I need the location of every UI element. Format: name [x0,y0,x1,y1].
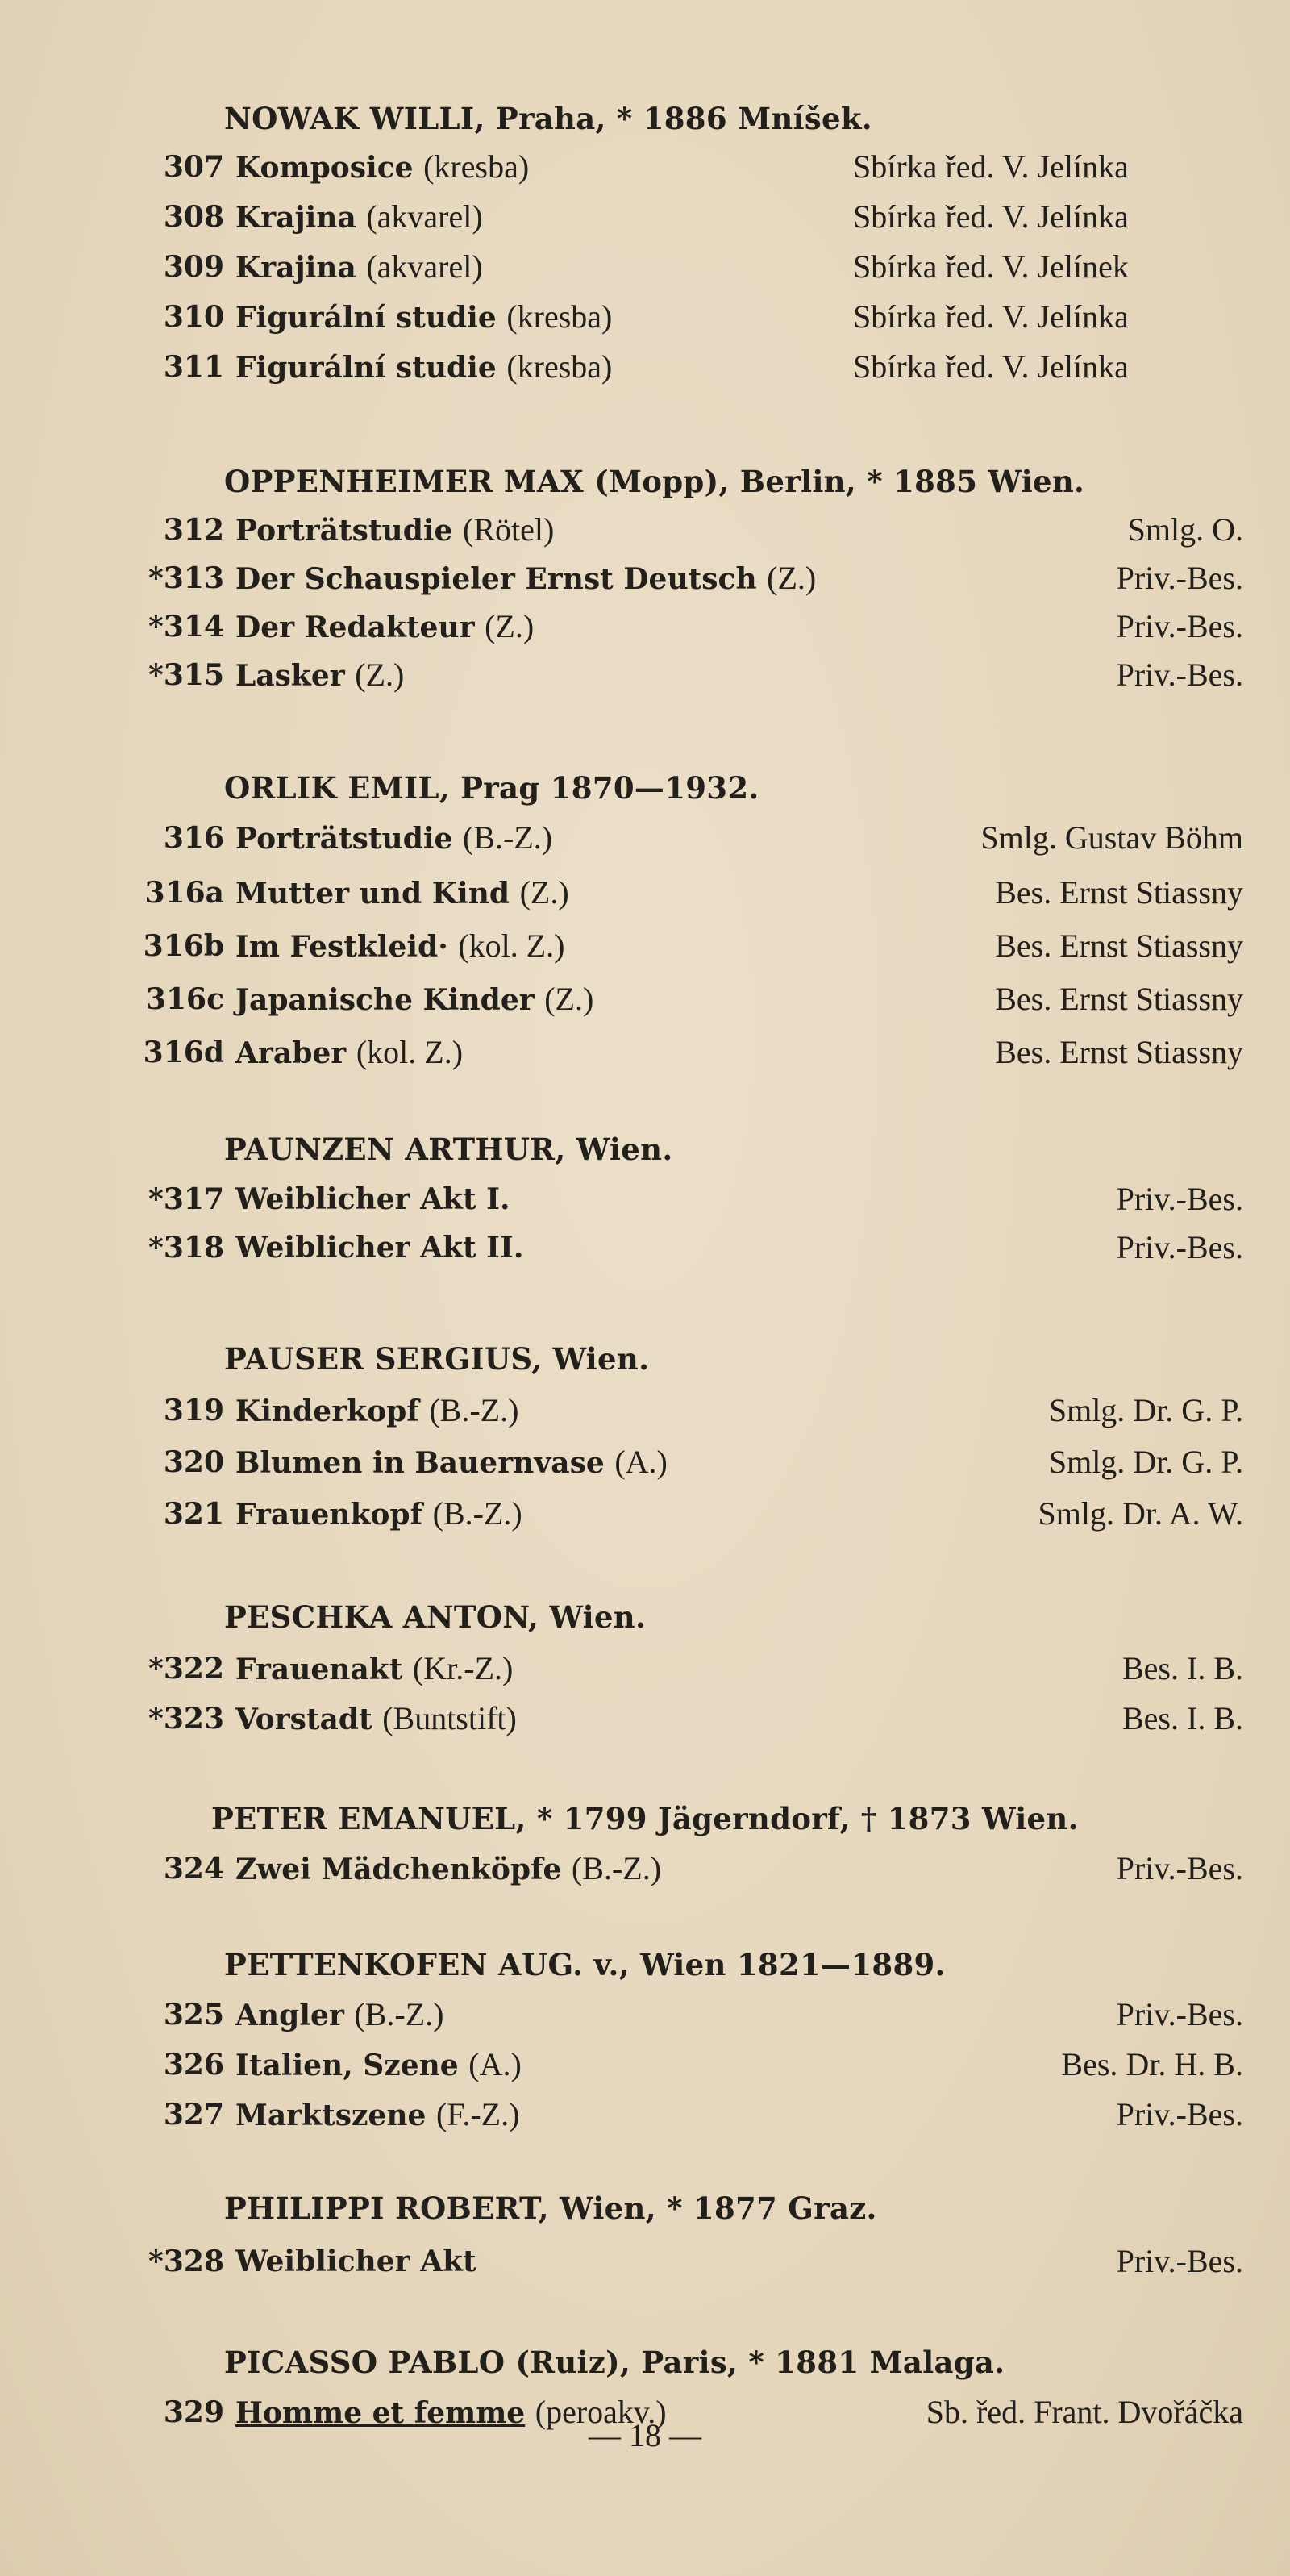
medium: (Kr.-Z.) [412,1650,514,1686]
medium: (B.-Z.) [354,1996,444,2032]
medium: (kresba) [506,348,613,385]
catalogue-row [0,1035,1290,1080]
work-title: Komposice (kresba) [235,148,530,185]
medium: (A.) [614,1444,668,1480]
medium: (A.) [468,2046,522,2082]
catalogue-number: 326 [163,2048,224,2082]
work-title: Homme et femme (peroakv.) [235,2394,667,2430]
catalogue-number: 316d [143,1036,224,1069]
owner: Sbírka řed. V. Jelínka [853,348,1129,385]
artist-heading: PICASSO PABLO (Ruiz), Paris, * 1881 Malaga. [224,2345,1005,2380]
catalogue-row [0,561,1290,606]
owner: Smlg. Dr. G. P. [1048,1392,1243,1428]
artist-heading: PAUNZEN ARTHUR, Wien. [224,1132,673,1167]
work-title: Frauenakt (Kr.-Z.) [235,1650,514,1686]
catalogue-number: 327 [163,2098,224,2132]
work-title: Japanische Kinder (Z.) [235,981,594,1017]
medium: (B.-Z.) [429,1392,519,1428]
work-title: Krajina (akvarel) [235,248,483,285]
catalogue-number: *328 [148,2245,224,2278]
owner: Sbírka řed. V. Jelínek [853,248,1129,285]
owner: Bes. Dr. H. B. [1061,2046,1243,2082]
medium: (Rötel) [463,511,555,548]
catalogue-number: 311 [163,350,224,384]
medium: (kresba) [506,298,613,335]
work-title: Der Redakteur (Z.) [235,608,535,644]
medium: (kresba) [423,148,530,185]
catalogue-row [0,609,1290,654]
owner: Bes. I. B. [1122,1650,1243,1686]
work-title: Weiblicher Akt II. [235,1231,524,1265]
medium: (akvarel) [366,198,483,235]
artist-heading: NOWAK WILLI, Praha, * 1886 Mníšek. [224,101,872,136]
work-title: Figurální studie (kresba) [235,348,613,385]
owner: Sbírka řed. V. Jelínka [853,148,1129,185]
work-title: Figurální studie (kresba) [235,298,613,335]
catalogue-row [0,2097,1290,2142]
catalogue-number: *313 [148,561,224,595]
owner: Sbírka řed. V. Jelínka [853,198,1129,235]
work-title: Weiblicher Akt I. [235,1182,510,1216]
artist-heading: ORLIK EMIL, Prag 1870—1932. [224,770,759,806]
catalogue-number: *323 [148,1702,224,1736]
catalogue-row [0,349,1290,394]
catalogue-row [0,820,1290,865]
catalogue-row [0,512,1290,557]
owner: Priv.-Bes. [1116,1850,1243,1886]
work-title: Porträtstudie (Rötel) [235,511,555,548]
catalogue-row [0,1997,1290,2042]
owner: Bes. Ernst Stiassny [995,1034,1243,1070]
catalogue-row [0,199,1290,244]
catalogue-row [0,875,1290,920]
catalogue-number: 325 [163,1998,224,2032]
owner: Priv.-Bes. [1116,608,1243,644]
artist-heading: OPPENHEIMER MAX (Mopp), Berlin, * 1885 Wien. [224,464,1085,499]
work-title: Vorstadt (Buntstift) [235,1700,517,1736]
artist-heading: PHILIPPI ROBERT, Wien, * 1877 Graz. [224,2190,877,2226]
medium: (peroakv.) [535,2394,667,2430]
owner: Priv.-Bes. [1116,560,1243,596]
medium: (Z.) [355,657,405,693]
work-title: Porträtstudie (B.-Z.) [235,819,553,856]
medium: (F.-Z.) [435,2096,520,2132]
owner: Bes. Ernst Stiassny [995,874,1243,911]
catalogue-number: 321 [163,1497,224,1531]
medium: (Z.) [544,981,594,1017]
catalogue-row [0,1444,1290,1490]
catalogue-number: 310 [163,300,224,334]
catalogue-row [0,2047,1290,2092]
catalogue-number: 316b [143,929,224,963]
work-title: Araber (kol. Z.) [235,1034,464,1070]
medium: (Z.) [485,608,535,644]
owner: Sbírka řed. V. Jelínka [853,298,1129,335]
work-title: Marktszene (F.-Z.) [235,2096,520,2132]
artist-heading: PAUSER SERGIUS, Wien. [224,1341,650,1377]
medium: (B.-Z.) [571,1850,662,1886]
work-title: Der Schauspieler Ernst Deutsch (Z.) [235,560,817,596]
catalogue-number: 307 [163,150,224,184]
medium: (Z.) [519,874,569,911]
medium: (Z.) [767,560,817,596]
catalogue-row [0,249,1290,294]
catalogue-number: 309 [163,250,224,284]
catalogue-number: 308 [163,200,224,234]
owner: Smlg. Gustav Böhm [980,819,1243,856]
catalogue-row [0,1182,1290,1227]
medium: (Buntstift) [382,1700,517,1736]
catalogue-row [0,928,1290,973]
catalogue-row [0,2244,1290,2289]
medium: (kol. Z.) [458,927,565,964]
catalogue-number: 324 [163,1852,224,1886]
owner: Bes. Ernst Stiassny [995,981,1243,1017]
work-title: Mutter und Kind (Z.) [235,874,569,911]
catalogue-number: 329 [163,2395,224,2429]
catalogue-number: *315 [148,658,224,692]
catalogue-number: 320 [163,1445,224,1479]
owner: Priv.-Bes. [1116,1229,1243,1265]
catalogue-number: 319 [163,1394,224,1428]
owner: Bes. I. B. [1122,1700,1243,1736]
catalogue-number: *317 [148,1182,224,1216]
medium: (B.-Z.) [432,1495,522,1532]
owner: Priv.-Bes. [1116,1181,1243,1217]
catalogue-row [0,1701,1290,1746]
catalogue-number: 316 [163,821,224,855]
catalogue-number: *322 [148,1652,224,1686]
artist-heading: PETTENKOFEN AUG. v., Wien 1821—1889. [224,1947,946,1982]
catalogue-row [0,149,1290,194]
work-title: Weiblicher Akt [235,2245,476,2278]
catalogue-number: *314 [148,610,224,644]
catalogue-row [0,1651,1290,1696]
work-title: Angler (B.-Z.) [235,1996,444,2032]
catalogue-row [0,657,1290,702]
owner: Smlg. Dr. G. P. [1048,1444,1243,1480]
work-title: Im Festkleid· (kol. Z.) [235,927,565,964]
medium: (akvarel) [366,248,483,285]
catalogue-number: 316c [145,982,224,1016]
catalogue-row [0,1851,1290,1896]
artist-heading: PETER EMANUEL, * 1799 Jägerndorf, † 1873 Wien. [211,1801,1079,1836]
work-title: Zwei Mädchenköpfe (B.-Z.) [235,1850,662,1886]
owner: Priv.-Bes. [1116,1996,1243,2032]
catalogue-row [0,299,1290,344]
work-title: Lasker (Z.) [235,657,405,693]
work-title: Italien, Szene (A.) [235,2046,522,2082]
artist-heading: PESCHKA ANTON, Wien. [224,1599,647,1635]
owner: Priv.-Bes. [1116,657,1243,693]
catalogue-number: *318 [148,1231,224,1265]
owner: Priv.-Bes. [1116,2243,1243,2279]
catalogue-row [0,982,1290,1027]
work-title: Blumen in Bauernvase (A.) [235,1444,668,1480]
owner: Bes. Ernst Stiassny [995,927,1243,964]
owner: Sb. řed. Frant. Dvořáčka [926,2394,1243,2430]
work-title: Kinderkopf (B.-Z.) [235,1392,519,1428]
owner: Smlg. Dr. A. W. [1038,1495,1243,1532]
catalogue-row [0,1496,1290,1541]
work-title: Krajina (akvarel) [235,198,483,235]
catalogue-row [0,1230,1290,1275]
owner: Smlg. O. [1127,511,1243,548]
catalogue-row [0,1393,1290,1438]
catalogue-number: 312 [163,513,224,547]
owner: Priv.-Bes. [1116,2096,1243,2132]
catalogue-number: 316a [144,876,224,910]
page-number: — 18 — [589,2417,701,2453]
medium: (B.-Z.) [463,819,553,856]
work-title: Frauenkopf (B.-Z.) [235,1495,522,1532]
medium: (kol. Z.) [356,1034,464,1070]
